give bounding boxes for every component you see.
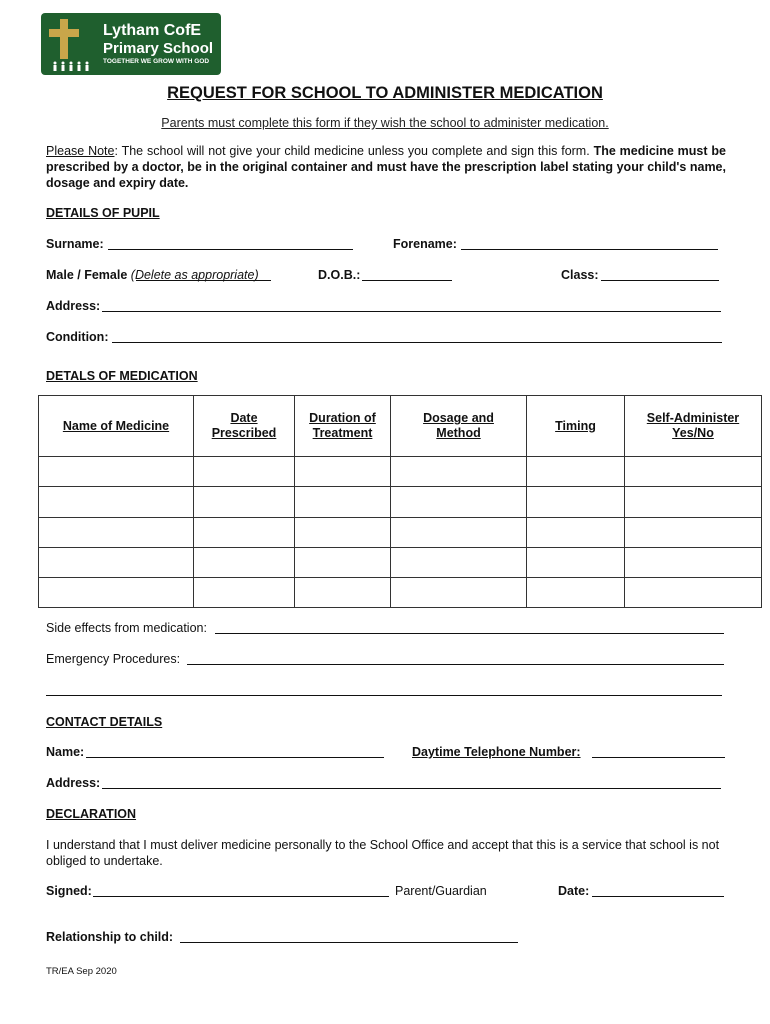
note-text: : The school will not give your child medicine unless you complete and sign this form. (114, 144, 594, 158)
declaration-heading: DECLARATION (46, 807, 137, 821)
col-name-of-medicine: Name of Medicine (39, 396, 194, 457)
table-cell[interactable] (527, 547, 625, 577)
form-title: REQUEST FOR SCHOOL TO ADMINISTER MEDICATION (167, 84, 603, 102)
table-cell[interactable] (625, 457, 762, 487)
table-cell[interactable] (39, 547, 194, 577)
logo-name-line2: Primary School (103, 40, 214, 57)
table-cell[interactable] (194, 487, 295, 517)
surname-label: Surname: (46, 237, 104, 251)
table-cell[interactable] (194, 517, 295, 547)
please-note (46, 143, 726, 191)
medication-table (38, 395, 762, 608)
surname-field[interactable] (108, 249, 353, 250)
contact-heading: CONTACT DETAILS (46, 715, 163, 729)
emergency-field-line2[interactable] (46, 695, 722, 696)
medication-heading: DETALS OF MEDICATION (46, 369, 198, 383)
table-cell[interactable] (391, 457, 527, 487)
contact-name-label: Name: (46, 745, 85, 759)
parent-guardian-label: Parent/Guardian (395, 884, 487, 898)
note-label: Please Note (46, 144, 115, 158)
table-cell[interactable] (625, 547, 762, 577)
signed-label: Signed: (46, 884, 92, 898)
table-cell[interactable] (39, 577, 194, 607)
logo-motto: TOGETHER WE GROW WITH GOD (103, 58, 210, 65)
children-icon (51, 61, 91, 71)
table-cell[interactable] (295, 577, 391, 607)
col-duration: Duration of Treatment (295, 396, 391, 457)
condition-field[interactable] (112, 342, 722, 343)
relationship-label: Relationship to child: (46, 930, 174, 944)
contact-name-field[interactable] (86, 757, 384, 758)
table-cell[interactable] (39, 487, 194, 517)
table-cell[interactable] (194, 457, 295, 487)
col-dosage: Dosage and Method (391, 396, 527, 457)
col-self-administer: Self-Administer Yes/No (625, 396, 762, 457)
table-row (39, 487, 762, 517)
signature-field[interactable] (93, 896, 389, 897)
forename-field[interactable] (461, 249, 718, 250)
table-cell[interactable] (527, 577, 625, 607)
table-row (39, 517, 762, 547)
table-cell[interactable] (39, 517, 194, 547)
table-cell[interactable] (391, 577, 527, 607)
table-row (39, 457, 762, 487)
table-cell[interactable] (295, 517, 391, 547)
col-date-prescribed: Date Prescribed (194, 396, 295, 457)
gender-underline (136, 280, 271, 281)
table-cell[interactable] (625, 517, 762, 547)
contact-address-field[interactable] (102, 788, 721, 789)
table-cell[interactable] (391, 487, 527, 517)
form-subtitle: Parents must complete this form if they wish the school to administer medication. (161, 116, 609, 130)
pupil-address-field[interactable] (102, 311, 721, 312)
table-cell[interactable] (391, 547, 527, 577)
logo-name-line1: Lytham CofE (103, 22, 202, 39)
table-cell[interactable] (625, 487, 762, 517)
side-effects-label: Side effects from medication: (46, 621, 207, 635)
gender-hint: (Delete as appropriate) (130, 268, 259, 282)
table-cell[interactable] (295, 547, 391, 577)
phone-label: Daytime Telephone Number: (412, 745, 581, 759)
emergency-label: Emergency Procedures: (46, 652, 181, 666)
table-cell[interactable] (194, 547, 295, 577)
date-label: Date: (558, 884, 590, 898)
school-logo (41, 13, 221, 75)
emergency-field[interactable] (187, 664, 724, 665)
dob-label: D.O.B.: (318, 268, 361, 282)
table-row (39, 547, 762, 577)
declaration-text: I understand that I must deliver medicine personally to the School Office and accept that this is a service that school is not obliged to undertake. (46, 838, 720, 868)
table-cell[interactable] (527, 457, 625, 487)
table-cell[interactable] (527, 517, 625, 547)
forename-label: Forename: (393, 237, 457, 251)
contact-address-label: Address: (46, 776, 101, 790)
table-cell[interactable] (39, 457, 194, 487)
condition-label: Condition: (46, 330, 109, 344)
table-row (39, 577, 762, 607)
cross-icon (49, 19, 79, 59)
table-header-row (39, 396, 762, 457)
table-cell[interactable] (194, 577, 295, 607)
class-label: Class: (561, 268, 599, 282)
pupil-address-label: Address: (46, 299, 101, 313)
pupil-heading: DETAILS OF PUPIL (46, 206, 160, 220)
class-field[interactable] (601, 280, 719, 281)
relationship-field[interactable] (180, 942, 518, 943)
gender-text: Male / Female (46, 268, 128, 282)
table-cell[interactable] (625, 577, 762, 607)
footer-reference: TR/EA Sep 2020 (46, 966, 117, 977)
phone-field[interactable] (592, 757, 725, 758)
side-effects-field[interactable] (215, 633, 724, 634)
dob-field[interactable] (362, 280, 452, 281)
col-timing: Timing (527, 396, 625, 457)
table-cell[interactable] (295, 457, 391, 487)
table-cell[interactable] (527, 487, 625, 517)
table-cell[interactable] (295, 487, 391, 517)
note-bold-text: The medicine must be prescribed by a doctor, be in the original container and must have the prescription label stating your child's name, dosage and expiry date. (46, 144, 726, 190)
date-field[interactable] (592, 896, 724, 897)
table-cell[interactable] (391, 517, 527, 547)
